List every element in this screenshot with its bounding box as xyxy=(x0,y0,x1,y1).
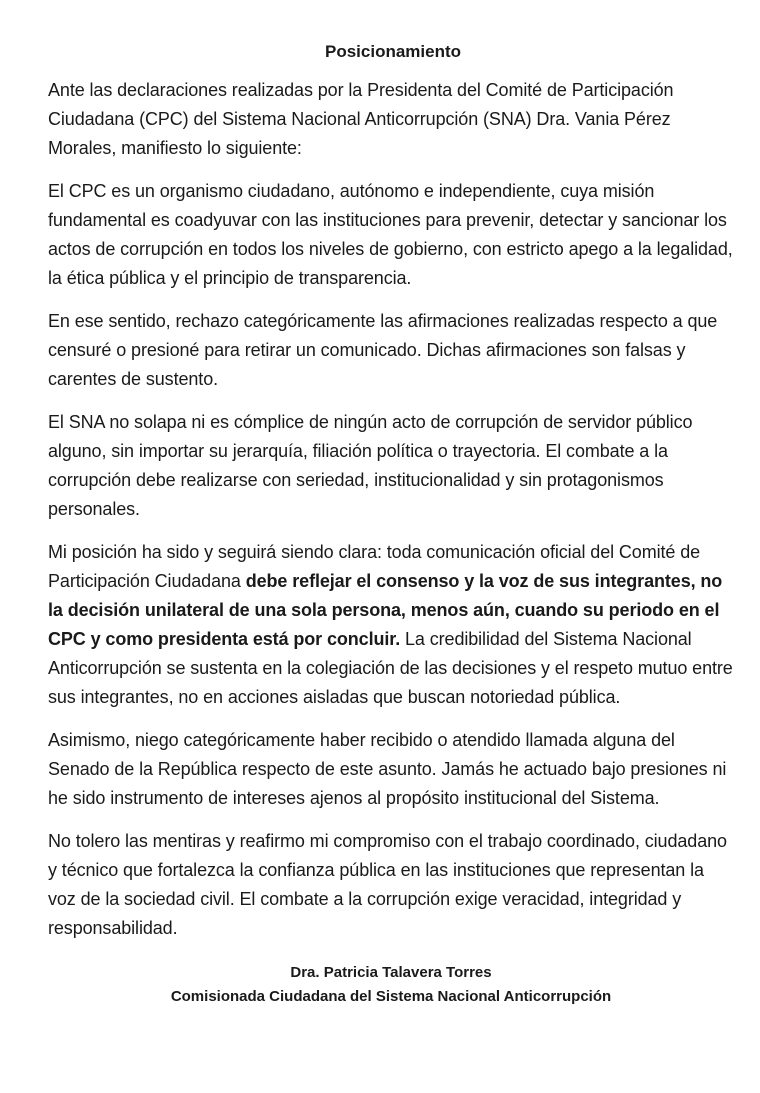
paragraph-cpc-mission: El CPC es un organismo ciudadano, autónomo e independiente, cuya misión fundamental es coadyuvar con las instituciones para prevenir, detectar y sancionar los actos de corrupción en todos los niveles de gobierno, con estricto apego a la legalidad, la ética pública y el principio de transparencia. xyxy=(48,181,733,288)
signature-name: Dra. Patricia Talavera Torres xyxy=(290,964,492,981)
document-page xyxy=(48,42,734,1009)
paragraph-intro: Ante las declaraciones realizadas por la Presidenta del Comité de Participación Ciudadana (CPC) del Sistema Nacional Anticorrupción (SNA) Dra. Vania Pérez Morales, manifiesto lo siguiente: xyxy=(48,80,674,158)
signature-role: Comisionada Ciudadana del Sistema Nacional Anticorrupción xyxy=(170,988,612,1005)
paragraph-commitment: No tolero las mentiras y reafirmo mi compromiso con el trabajo coordinado, ciudadano y técnico que fortalezca la confianza pública en las instituciones que representan la voz de la sociedad civil. El combate a la corrupción exige veracidad, integridad y responsabilidad. xyxy=(48,831,727,938)
paragraph-sna-statement: El SNA no solapa ni es cómplice de ningún acto de corrupción de servidor público alguno, sin importar su jerarquía, filiación política o trayectoria. El combate a la corrupción debe realizarse con seriedad, institucionalidad y sin protagonismos personales. xyxy=(48,412,693,519)
paragraph-position-start: Mi posición ha sido y seguirá siendo clara: toda comunicación oficial del Comité de Participación Ciudadana xyxy=(48,542,701,591)
paragraph-position-end: La credibilidad del Sistema Nacional Anticorrupción se sustenta en la colegiación de las decisiones y el respeto mutuo entre sus integrantes, no en acciones aisladas que buscan notoriedad pública. xyxy=(48,629,733,707)
paragraph-position xyxy=(48,538,734,712)
document-title: Posicionamiento xyxy=(324,42,462,61)
paragraph-position-emphasis: debe reflejar el consenso y la voz de sus integrantes, no la decisión unilateral de una sola persona, menos aún, cuando su periodo en el CPC y como presidenta está por concluir. xyxy=(48,571,723,649)
paragraph-senate-denial: Asimismo, niego categóricamente haber recibido o atendido llamada alguna del Senado de la República respecto de este asunto. Jamás he actuado bajo presiones ni he sido instrumento de intereses ajenos al propósito institucional del Sistema. xyxy=(48,730,727,808)
paragraph-rejection: En ese sentido, rechazo categóricamente las afirmaciones realizadas respecto a que censuré o presioné para retirar un comunicado. Dichas afirmaciones son falsas y carentes de sustento. xyxy=(48,311,718,389)
signature-block xyxy=(48,961,734,1009)
